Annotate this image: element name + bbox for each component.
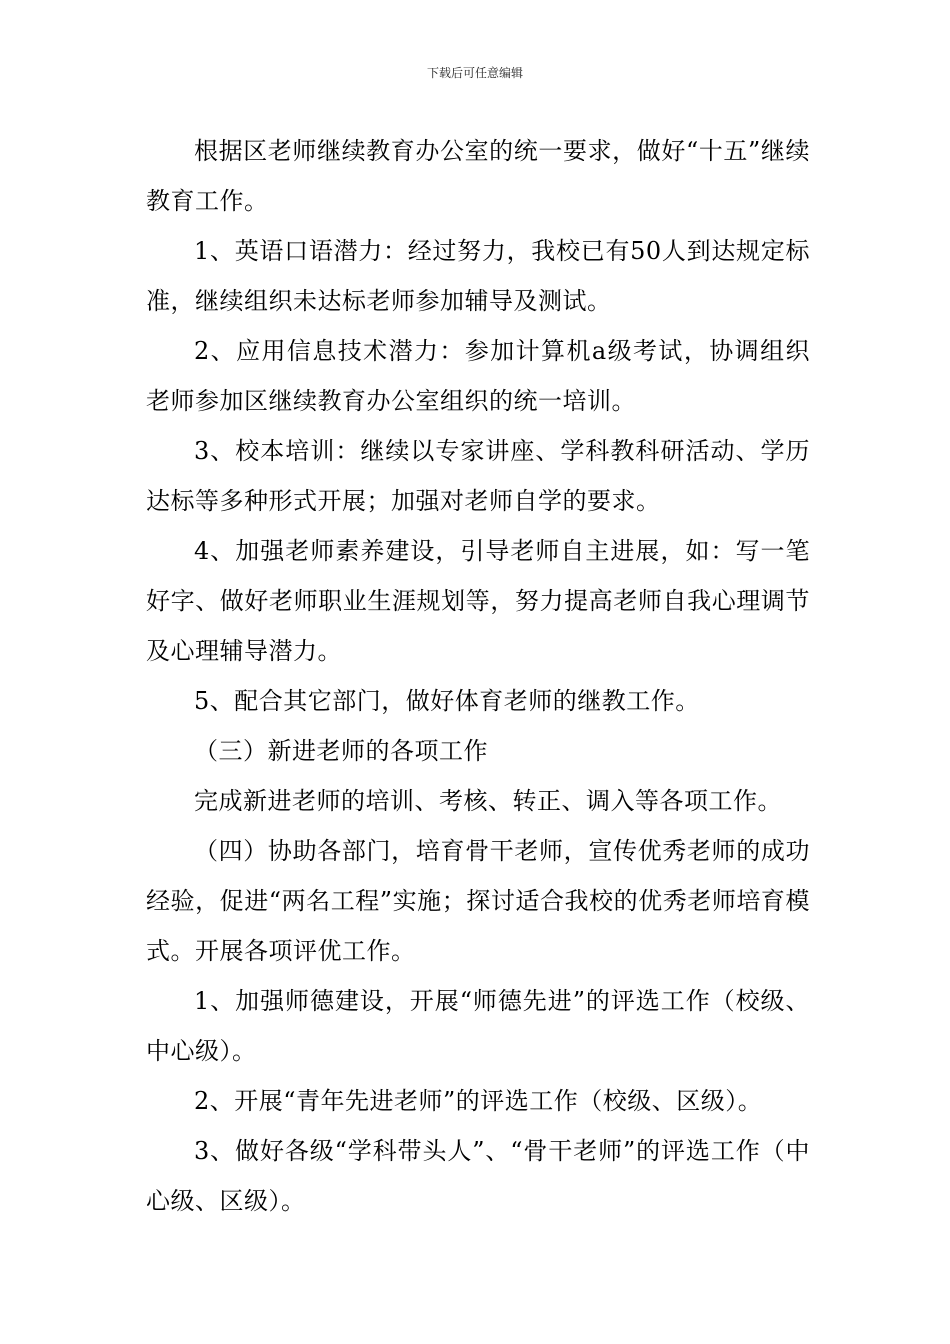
paragraph-english-oral: 1、英语口语潜力：经过努力，我校已有50人到达规定标准，继续组织未达标老师参加辅导及测试。	[146, 237, 810, 315]
page-header-note: 下载后可任意编辑	[426, 66, 523, 80]
section-heading-key-teachers: （四）协助各部门，培育骨干老师，宣传优秀老师的成功经验，促进“两名工程”实施；探讨适合我校的优秀老师培育模式。开展各项评优工作。	[146, 837, 810, 965]
paragraph-ethics: 1、加强师德建设，开展“师德先进”的评选工作（校级、中心级）。	[146, 987, 810, 1065]
paragraph-teacher-literacy: 4、加强老师素养建设，引导老师自主进展，如：写一笔好字、做好老师职业生涯规划等，努力提高老师自我心理调节及心理辅导潜力。	[146, 537, 810, 665]
paragraph-intro: 根据区老师继续教育办公室的统一要求，做好“十五”继续教育工作。	[146, 137, 810, 215]
paragraph-young-teachers: 2、开展“青年先进老师”的评选工作（校级、区级）。	[194, 1087, 763, 1115]
paragraph-new-teacher-tasks: 完成新进老师的培训、考核、转正、调入等各项工作。	[194, 787, 782, 815]
paragraph-info-tech: 2、应用信息技术潜力：参加计算机a级考试，协调组织老师参加区继续教育办公室组织的统一培训。	[146, 337, 810, 415]
paragraph-pe-teachers: 5、配合其它部门，做好体育老师的继教工作。	[194, 687, 700, 715]
paragraph-school-training: 3、校本培训：继续以专家讲座、学科教科研活动、学历达标等多种形式开展；加强对老师自学的要求。	[146, 437, 810, 515]
section-heading-new-teachers: （三）新进老师的各项工作	[194, 737, 488, 765]
paragraph-subject-leaders: 3、做好各级“学科带头人”、“骨干老师”的评选工作（中心级、区级）。	[146, 1137, 810, 1215]
document-body	[146, 126, 810, 1226]
